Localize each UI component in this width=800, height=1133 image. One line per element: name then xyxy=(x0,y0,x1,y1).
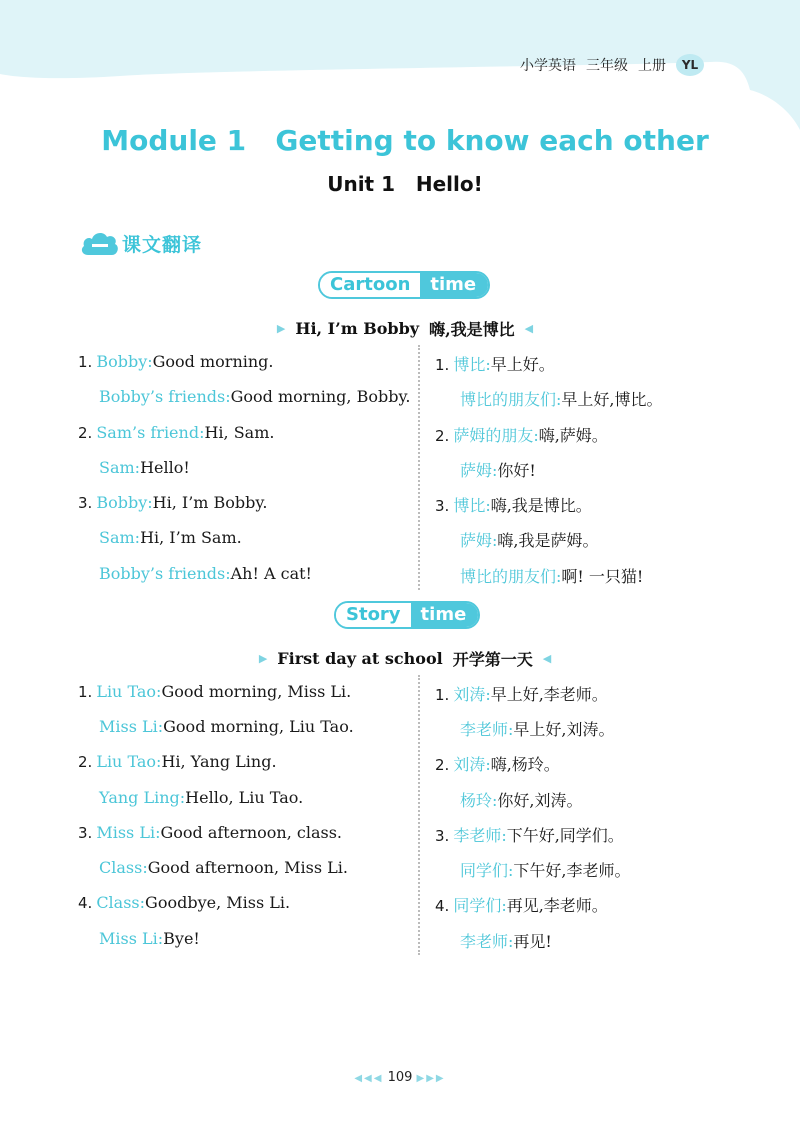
column-divider xyxy=(418,345,420,590)
dialogue-line-en: Yang Ling:Hello, Liu Tao. xyxy=(99,788,304,807)
dialogue-line-zh: 1. 博比:早上好。 xyxy=(435,355,555,374)
dialogue-line-zh: 4. 同学们:再见,李老师。 xyxy=(435,896,608,915)
dialogue-line-en: Sam:Hi, I’m Sam. xyxy=(99,528,242,547)
dialogue-line-en: Miss Li:Good morning, Liu Tao. xyxy=(99,717,354,736)
story-subtitle xyxy=(0,647,800,670)
dialogue-line-en: 1. Bobby:Good morning. xyxy=(78,352,274,371)
dialogue-line-en: 4. Class:Goodbye, Miss Li. xyxy=(78,893,291,912)
subject-label: 小学英语 xyxy=(520,58,576,74)
page-number: 109 xyxy=(387,1070,413,1085)
dialogue-line-zh: 3. 博比:嗨,我是博比。 xyxy=(435,496,592,515)
dialogue-line-zh: 1. 刘涛:早上好,李老师。 xyxy=(435,685,608,704)
dialogue-line-zh: 杨玲:你好,刘涛。 xyxy=(460,791,583,810)
cartoon-badge-time: time xyxy=(420,273,488,297)
story-badge-word: Story xyxy=(336,603,411,627)
grade-label: 三年级 xyxy=(586,58,628,74)
cloud-icon xyxy=(80,229,120,257)
story-subtitle-zh: 开学第一天 xyxy=(452,650,533,669)
triangle-left-icon: ◀ xyxy=(542,652,552,665)
column-divider xyxy=(418,675,420,955)
dialogue-line-zh: 萨姆:你好! xyxy=(460,461,536,480)
dialogue-line-en: 2. Liu Tao:Hi, Yang Ling. xyxy=(78,752,277,771)
arrows-right-icon: ▶▶▶ xyxy=(416,1073,446,1084)
cartoon-subtitle-zh: 嗨,我是博比 xyxy=(429,320,515,339)
dialogue-line-en: 2. Sam’s friend:Hi, Sam. xyxy=(78,423,275,442)
cartoon-subtitle xyxy=(0,317,800,340)
dialogue-line-zh: 3. 李老师:下午好,同学们。 xyxy=(435,826,624,845)
story-subtitle-en: First day at school xyxy=(277,649,443,668)
dialogue-line-en: 3. Miss Li:Good afternoon, class. xyxy=(78,823,343,842)
book-info xyxy=(520,54,704,76)
dialogue-line-zh: 萨姆:嗨,我是萨姆。 xyxy=(460,531,599,550)
cartoon-time-badge xyxy=(318,271,490,299)
edition-badge: YL xyxy=(676,54,704,76)
section-heading-label: 课文翻译 xyxy=(122,233,203,256)
cartoon-badge-word: Cartoon xyxy=(320,273,420,297)
dialogue-line-zh: 博比的朋友们:啊! 一只猫! xyxy=(460,567,644,586)
dialogue-line-zh: 2. 萨姆的朋友:嗨,萨姆。 xyxy=(435,426,608,445)
dialogue-line-en: 3. Bobby:Hi, I’m Bobby. xyxy=(78,493,268,512)
unit-title: Unit 1 Hello! xyxy=(327,172,483,196)
triangle-right-icon: ▶ xyxy=(258,652,268,665)
dialogue-line-en: Bobby’s friends:Good morning, Bobby. xyxy=(99,387,411,406)
section-heading xyxy=(80,229,202,257)
story-time-badge xyxy=(334,601,480,629)
arrows-left-icon: ◀◀◀ xyxy=(354,1073,384,1084)
cartoon-subtitle-en: Hi, I’m Bobby xyxy=(295,319,420,338)
dialogue-line-zh: 博比的朋友们:早上好,博比。 xyxy=(460,390,663,409)
triangle-right-icon: ▶ xyxy=(276,322,286,335)
triangle-left-icon: ◀ xyxy=(524,322,534,335)
dialogue-line-en: 1. Liu Tao:Good morning, Miss Li. xyxy=(78,682,352,701)
page-footer xyxy=(0,1070,800,1085)
module-title: Module 1 Getting to know each other xyxy=(101,124,709,157)
volume-label: 上册 xyxy=(638,58,666,74)
dialogue-line-en: Sam:Hello! xyxy=(99,458,190,477)
dialogue-line-en: Class:Good afternoon, Miss Li. xyxy=(99,858,348,877)
dialogue-line-en: Bobby’s friends:Ah! A cat! xyxy=(99,564,312,583)
dialogue-line-en: Miss Li:Bye! xyxy=(99,929,200,948)
dialogue-line-zh: 2. 刘涛:嗨,杨玲。 xyxy=(435,755,560,774)
story-badge-time: time xyxy=(411,603,479,627)
dialogue-line-zh: 同学们:下午好,李老师。 xyxy=(460,861,631,880)
dialogue-line-zh: 李老师:再见! xyxy=(460,932,552,951)
dialogue-line-zh: 李老师:早上好,刘涛。 xyxy=(460,720,615,739)
